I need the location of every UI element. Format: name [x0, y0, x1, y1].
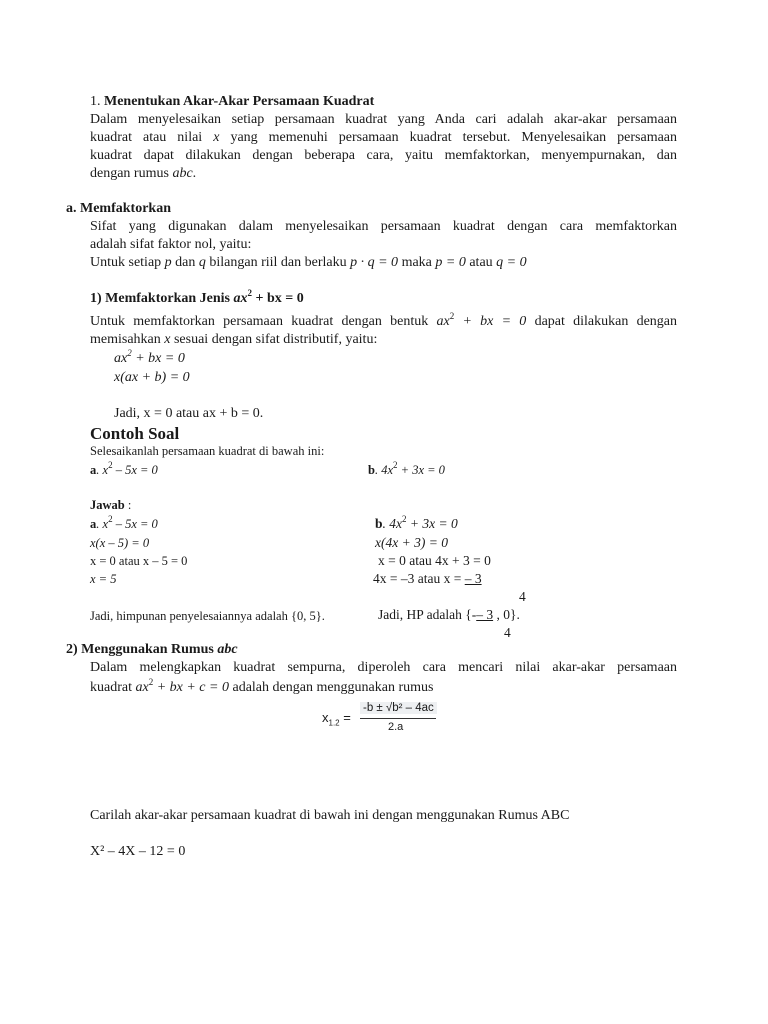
section-1-line-2: kuadrat atau nilai x yang memenuhi persamaan kuadrat tersebut. Menyelesaikan persamaan	[90, 130, 678, 145]
equation-2: x(ax + b) = 0	[114, 370, 190, 385]
answer-a-conclusion: Jadi, himpunan penyelesaiannya adalah {0, 5}.	[90, 609, 325, 623]
section-a-line-3: Untuk setiap p dan q bilangan riil dan berlaku p · q = 0 maka p = 0 atau q = 0	[90, 255, 527, 270]
answer-b-line-3: x = 0 atau 4x + 3 = 0	[378, 553, 491, 568]
section-a-title: a. Memfaktorkan	[66, 201, 171, 216]
answer-a-line-4: x = 5	[90, 572, 117, 586]
formula-fraction-bar	[360, 718, 436, 719]
section-a-line-2: adalah sifat faktor nol, yaitu:	[90, 237, 252, 252]
quadratic-formula	[320, 700, 440, 742]
answer-a-line-1: a. $x^2 - 5x = 0$	[90, 514, 158, 531]
answer-b-conclusion: Jadi, HP adalah {-– 3 , 0}.	[378, 607, 520, 622]
equation-1: $ax^2$ + bx = 0	[114, 348, 185, 366]
question-a: a. $x^2 - 5x = 0$	[90, 460, 158, 477]
answer-b-line-2: x(4x + 3) = 0	[375, 535, 448, 550]
formula-denominator: 2.a	[388, 721, 404, 733]
example-heading: Contoh Soal	[90, 424, 180, 443]
answer-a-line-2: x(x – 5) = 0	[90, 536, 150, 550]
subsection-1-line-2: memisahkan x sesuai dengan sifat distributif, yaitu:	[90, 332, 378, 347]
subsection-2-line-2: kuadrat $ax^2$ + bx + c = 0 adalah dengan menggunakan rumus	[90, 677, 434, 695]
answer-a-line-3: x = 0 atau x – 5 = 0	[90, 554, 188, 568]
section-a-line-1: Sifat yang digunakan dalam menyelesaikan persamaan kuadrat dengan cara memfaktorkan	[90, 219, 677, 234]
exercise-instruction: Carilah akar-akar persamaan kuadrat di bawah ini dengan menggunakan Rumus ABC	[90, 808, 570, 823]
subsection-1-title: 1) Memfaktorkan Jenis $ax^2$ + bx = 0	[90, 288, 304, 306]
example-intro: Selesaikanlah persamaan kuadrat di bawah ini:	[90, 444, 325, 458]
conclusion-1: Jadi, x = 0 atau ax + b = 0.	[114, 406, 264, 421]
answer-b-fraction-denominator: 4	[519, 589, 526, 604]
answer-b-conclusion-denominator: 4	[504, 625, 511, 640]
section-1-line-3: kuadrat dapat dilakukan dengan beberapa cara, yaitu memfaktorkan, menyempurnakan, dan	[90, 148, 677, 163]
answer-b-line-1: b. $4x^2 + 3x = 0$	[375, 514, 458, 531]
formula-numerator: -b ± √b² – 4ac	[360, 702, 437, 714]
section-1-line-4: dengan rumus abc.	[90, 166, 197, 181]
exercise-equation: X² – 4X – 12 = 0	[90, 844, 186, 859]
subsection-2-title: 2) Menggunakan Rumus abc	[66, 642, 238, 657]
subsection-2-line-1: Dalam melengkapkan kuadrat sempurna, diperoleh cara mencari nilai akar-akar persamaan	[90, 660, 677, 675]
answer-label: Jawab :	[90, 498, 132, 512]
question-b: b. $4x^2 + 3x = 0$	[368, 460, 445, 477]
answer-b-line-4: 4x = –3 atau x = – 3	[373, 571, 482, 586]
subsection-1-line-1: Untuk memfaktorkan persamaan kuadrat dengan bentuk $ax^2$ + bx = 0 dapat dilakukan dengan	[90, 311, 678, 329]
section-1-title: Menentukan Akar-Akar Persamaan Kuadrat	[104, 94, 375, 109]
section-1-heading: 1. Menentukan Akar-Akar Persamaan Kuadrat	[90, 94, 375, 109]
formula-lhs: $x_{1.2}$ =	[322, 710, 351, 728]
section-1-line-1: Dalam menyelesaikan setiap persamaan kuadrat yang Anda cari adalah akar-akar persamaan	[90, 112, 677, 127]
